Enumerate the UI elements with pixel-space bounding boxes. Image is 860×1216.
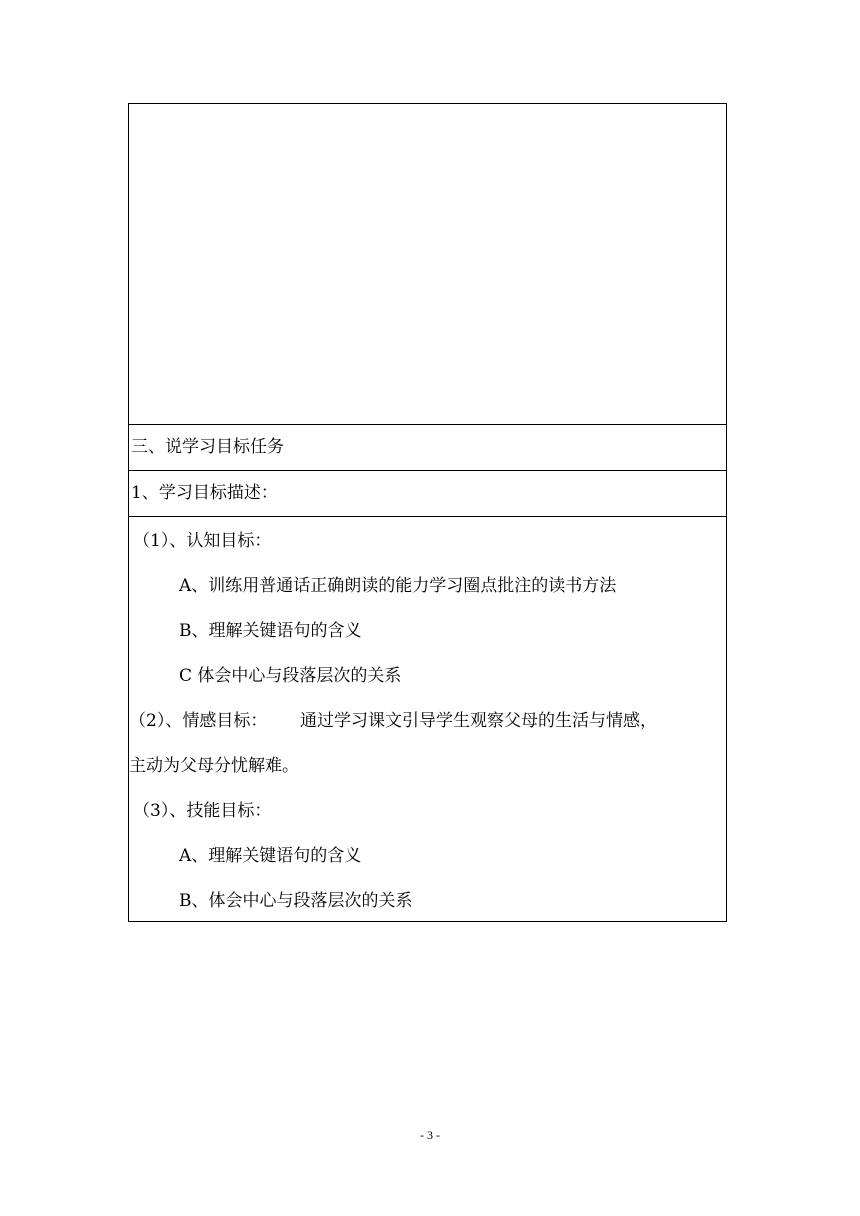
section-heading: 三、说学习目标任务 <box>129 425 726 471</box>
document-table <box>128 103 727 922</box>
cognitive-objective-item-b: B、理解关键语句的含义 <box>179 621 362 641</box>
page-number: - 3 - <box>420 1128 440 1142</box>
emotional-objective-title: （2）、情感目标： <box>129 711 268 731</box>
skill-objective-item-b: B、体会中心与段落层次的关系 <box>179 891 413 911</box>
skill-objective-item-a: A、理解关键语句的含义 <box>179 846 362 866</box>
cognitive-objective-item-a: A、训练用普通话正确朗读的能力学习圈点批注的读书方法 <box>179 576 617 596</box>
subsection-heading: 1、学习目标描述： <box>129 471 726 517</box>
objectives-cell <box>129 517 726 921</box>
emotional-objective-text-line1: 通过学习课文引导学生观察父母的生活与情感， <box>300 711 657 731</box>
blank-table-cell <box>129 104 726 425</box>
skill-objective-title: （3）、技能目标： <box>133 801 272 821</box>
cognitive-objective-title: （1）、认知目标： <box>133 531 272 551</box>
emotional-objective-text-line2: 主动为父母分忧解难。 <box>129 756 299 776</box>
cognitive-objective-item-c: C 体会中心与段落层次的关系 <box>179 666 402 686</box>
